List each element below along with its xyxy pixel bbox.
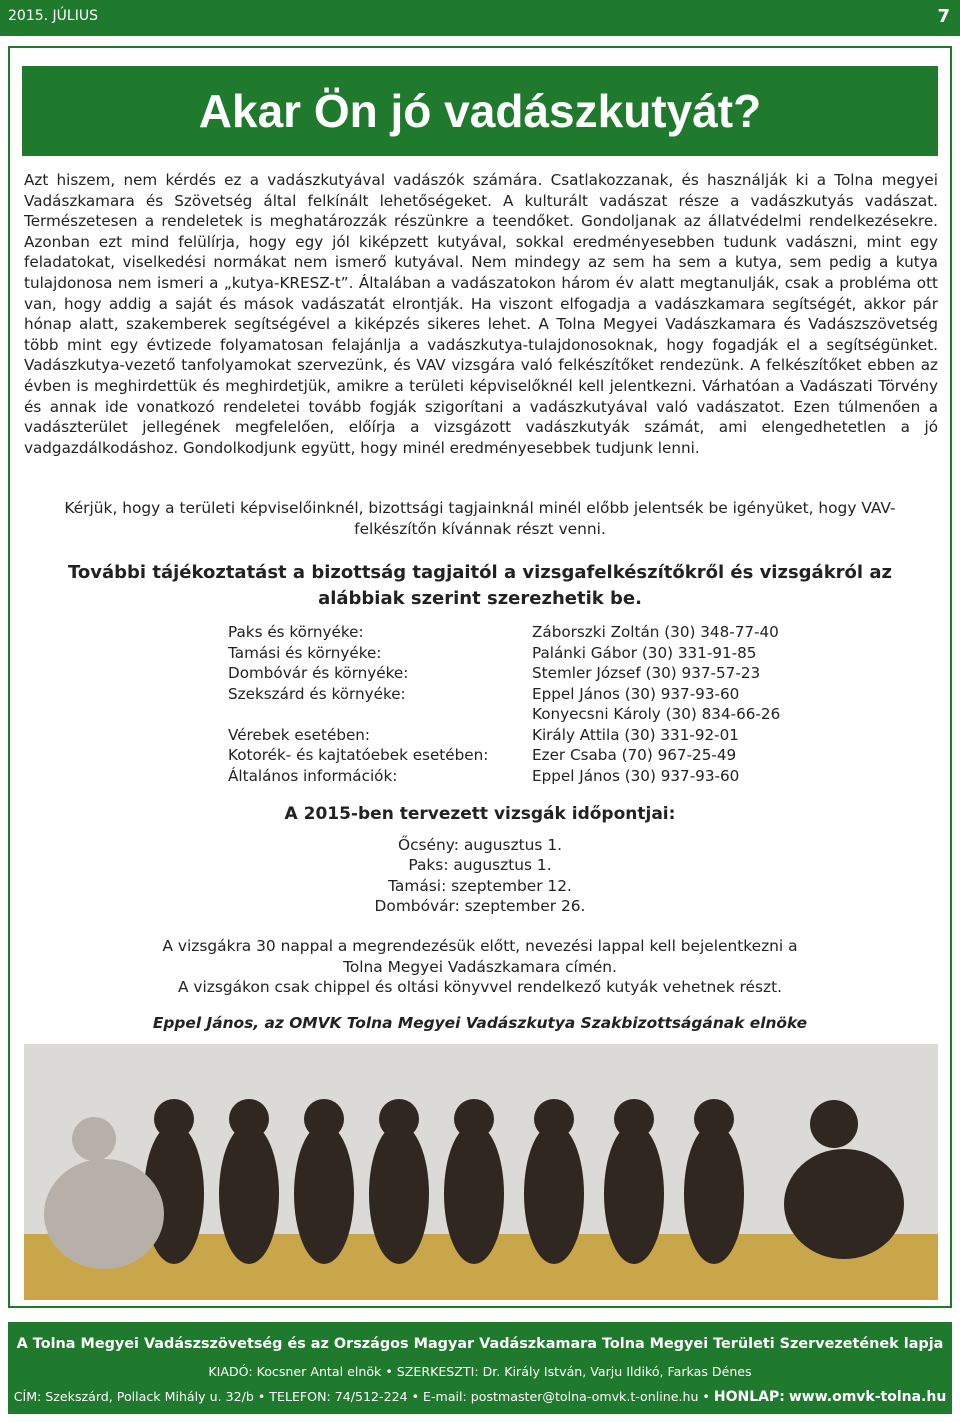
footer-publisher: A Tolna Megyei Vadászszövetség és az Országos Magyar Vadászkamara Tolna Megyei Területi Szervezetének lapja xyxy=(16,1336,944,1352)
request-text: Kérjük, hogy a területi képviselőinknél, bizottsági tagjainknál minél előbb jelentsék be igényüket, hogy VAV-felkészítőn kívánnak részt venni. xyxy=(64,499,896,538)
article-title: Akar Ön jó vadászkutyát? xyxy=(22,66,938,156)
contact-row xyxy=(228,704,828,725)
dogs-photo xyxy=(24,1044,938,1300)
footer-web-label: HONLAP: xyxy=(713,1389,785,1405)
contact-area: Vérebek esetében: xyxy=(228,725,371,744)
contact-area: Paks és környéke: xyxy=(228,623,364,641)
contact-row xyxy=(228,725,828,746)
footer-website-link[interactable]: www.omvk-tolna.hu xyxy=(788,1389,947,1405)
contact-row xyxy=(228,663,828,684)
contact-row xyxy=(228,622,828,643)
contact-person: Eppel János (30) 937-93-60 xyxy=(532,684,740,703)
issue-date: 2015. JÚLIUS xyxy=(8,8,98,24)
contact-area: Általános információk: xyxy=(228,766,398,785)
exam-note xyxy=(40,936,920,998)
exam-date: Dombóvár: szeptember 26. xyxy=(374,897,586,915)
footer-contact xyxy=(8,1389,952,1405)
page-number: 7 xyxy=(937,6,950,27)
exam-dates xyxy=(40,804,920,917)
note-line: A vizsgákra 30 nappal a megrendezésük előtt, nevezési lappal kell bejelentkezni a xyxy=(162,937,798,955)
contact-area: Kotorék- és kajtatóebek esetében: xyxy=(228,746,489,764)
footer-address: CÍM: Szekszárd, Pollack Mihály u. 32/b • TELEFON: 74/512-224 • E-mail: postmaster@tolna-omvk.t-online.hu • xyxy=(13,1389,710,1404)
contact-row xyxy=(228,745,828,766)
contact-person: Palánki Gábor (30) 331-91-85 xyxy=(532,643,757,662)
contact-list xyxy=(228,622,828,786)
contact-person: Király Attila (30) 331-92-01 xyxy=(532,725,739,744)
footer-editors: KIADÓ: Kocsner Antal elnök • SZERKESZTI: Dr. Király István, Varju Ildikó, Farkas Dénes xyxy=(208,1364,752,1379)
info-heading: További tájékoztatást a bizottság tagjaitól a vizsgafelkészítőkről és vizsgákról az alábbiak szerint szerezhetik be. xyxy=(68,562,892,609)
contact-row xyxy=(228,766,828,787)
exam-date: Paks: augusztus 1. xyxy=(408,856,552,874)
top-bar xyxy=(0,0,960,36)
contact-area: Tamási és környéke: xyxy=(228,643,382,662)
article-body: Azt hiszem, nem kérdés ez a vadászkutyával vadászók számára. Csatlakozzanak, és használják ki a Tolna megyei Vadászkamara és Szövetség által felkínált lehetőségeket. A kulturált vadászat része a vadászkutyás vadászat. Természetesen a rendeletek is meghatározzák részünkre a teendőket. Gondoljanak az állatvédelmi rendelkezésekre. Azonban ezt mind felülírja, hogy egy jól kiképzett kutyával, sokkal eredményesebben tudunk vadászni, mint egy feladatokat, viselkedési normákat nem ismerő kutyával. Nem mindegy az sem ha sem a kutya, sem pedig a kutya tulajdonosa nem ismeri a „kutya-KRESZ-t”. Általában a vadászatokon három év alatt megtanulják, csak a probléma ott van, hogy addig a saját és mások vadászatát elrontják. Ha viszont elfogadja a vadászkamara segítségét, akkor pár hónap alatt, szakemberek segítségével a kiképzés sikeres lehet. A Tolna Megyei Vadászkamara és Vadászszövetség több mint egy évtizede folyamatosan felajánlja a vadászkutya-tulajdonosoknak, hogy fogadják el a segítségünket. Vadászkutya-vezető tanfolyamokat szervezünk, és VAV vizsgára való felkészítőket rendezünk. A felkészítőket ebben az évben is meghirdettük és meghirdetjük, amikre a területi képviselőknél kell jelentkezni. Várhatóan a Vadászati Törvény és annak ide vonatkozó rendeletei tovább fogják szigorítani a vadászkutyával való vadászatot. Ezen túlmenően a vadászterület jellegének megfelelően, előírja a vizsgázott vadászkutyák számát, ami elengedhetetlen a jó vadgazdálkodáshoz. Gondolkodjunk együtt, hogy minél eredményesebbek tudjunk lenni. xyxy=(24,171,938,457)
contact-person: Záborszki Zoltán (30) 348-77-40 xyxy=(532,623,779,641)
exam-date: Tamási: szeptember 12. xyxy=(388,876,572,895)
contact-person: Stemler József (30) 937-57-23 xyxy=(532,664,761,682)
exam-date: Őcsény: augusztus 1. xyxy=(397,835,563,854)
contact-area: Szekszárd és környéke: xyxy=(228,684,406,703)
contact-row xyxy=(228,643,828,664)
footer xyxy=(8,1322,952,1414)
contact-person: Konyecsni Károly (30) 834-66-26 xyxy=(532,705,781,723)
contact-person: Eppel János (30) 937-93-60 xyxy=(532,766,740,785)
contact-area: Dombóvár és környéke: xyxy=(228,664,409,682)
signature: Eppel János, az OMVK Tolna Megyei Vadászkutya Szakbizottságának elnöke xyxy=(152,1014,808,1032)
exam-heading: A 2015-ben tervezett vizsgák időpontjai: xyxy=(284,804,676,824)
contact-person: Ezer Csaba (70) 967-25-49 xyxy=(532,746,737,764)
contact-area xyxy=(228,704,532,725)
note-line: A vizsgákon csak chippel és oltási könyvvel rendelkező kutyák vehetnek részt. xyxy=(178,978,782,996)
note-line: Tolna Megyei Vadászkamara címén. xyxy=(343,957,617,976)
contact-row xyxy=(228,684,828,705)
